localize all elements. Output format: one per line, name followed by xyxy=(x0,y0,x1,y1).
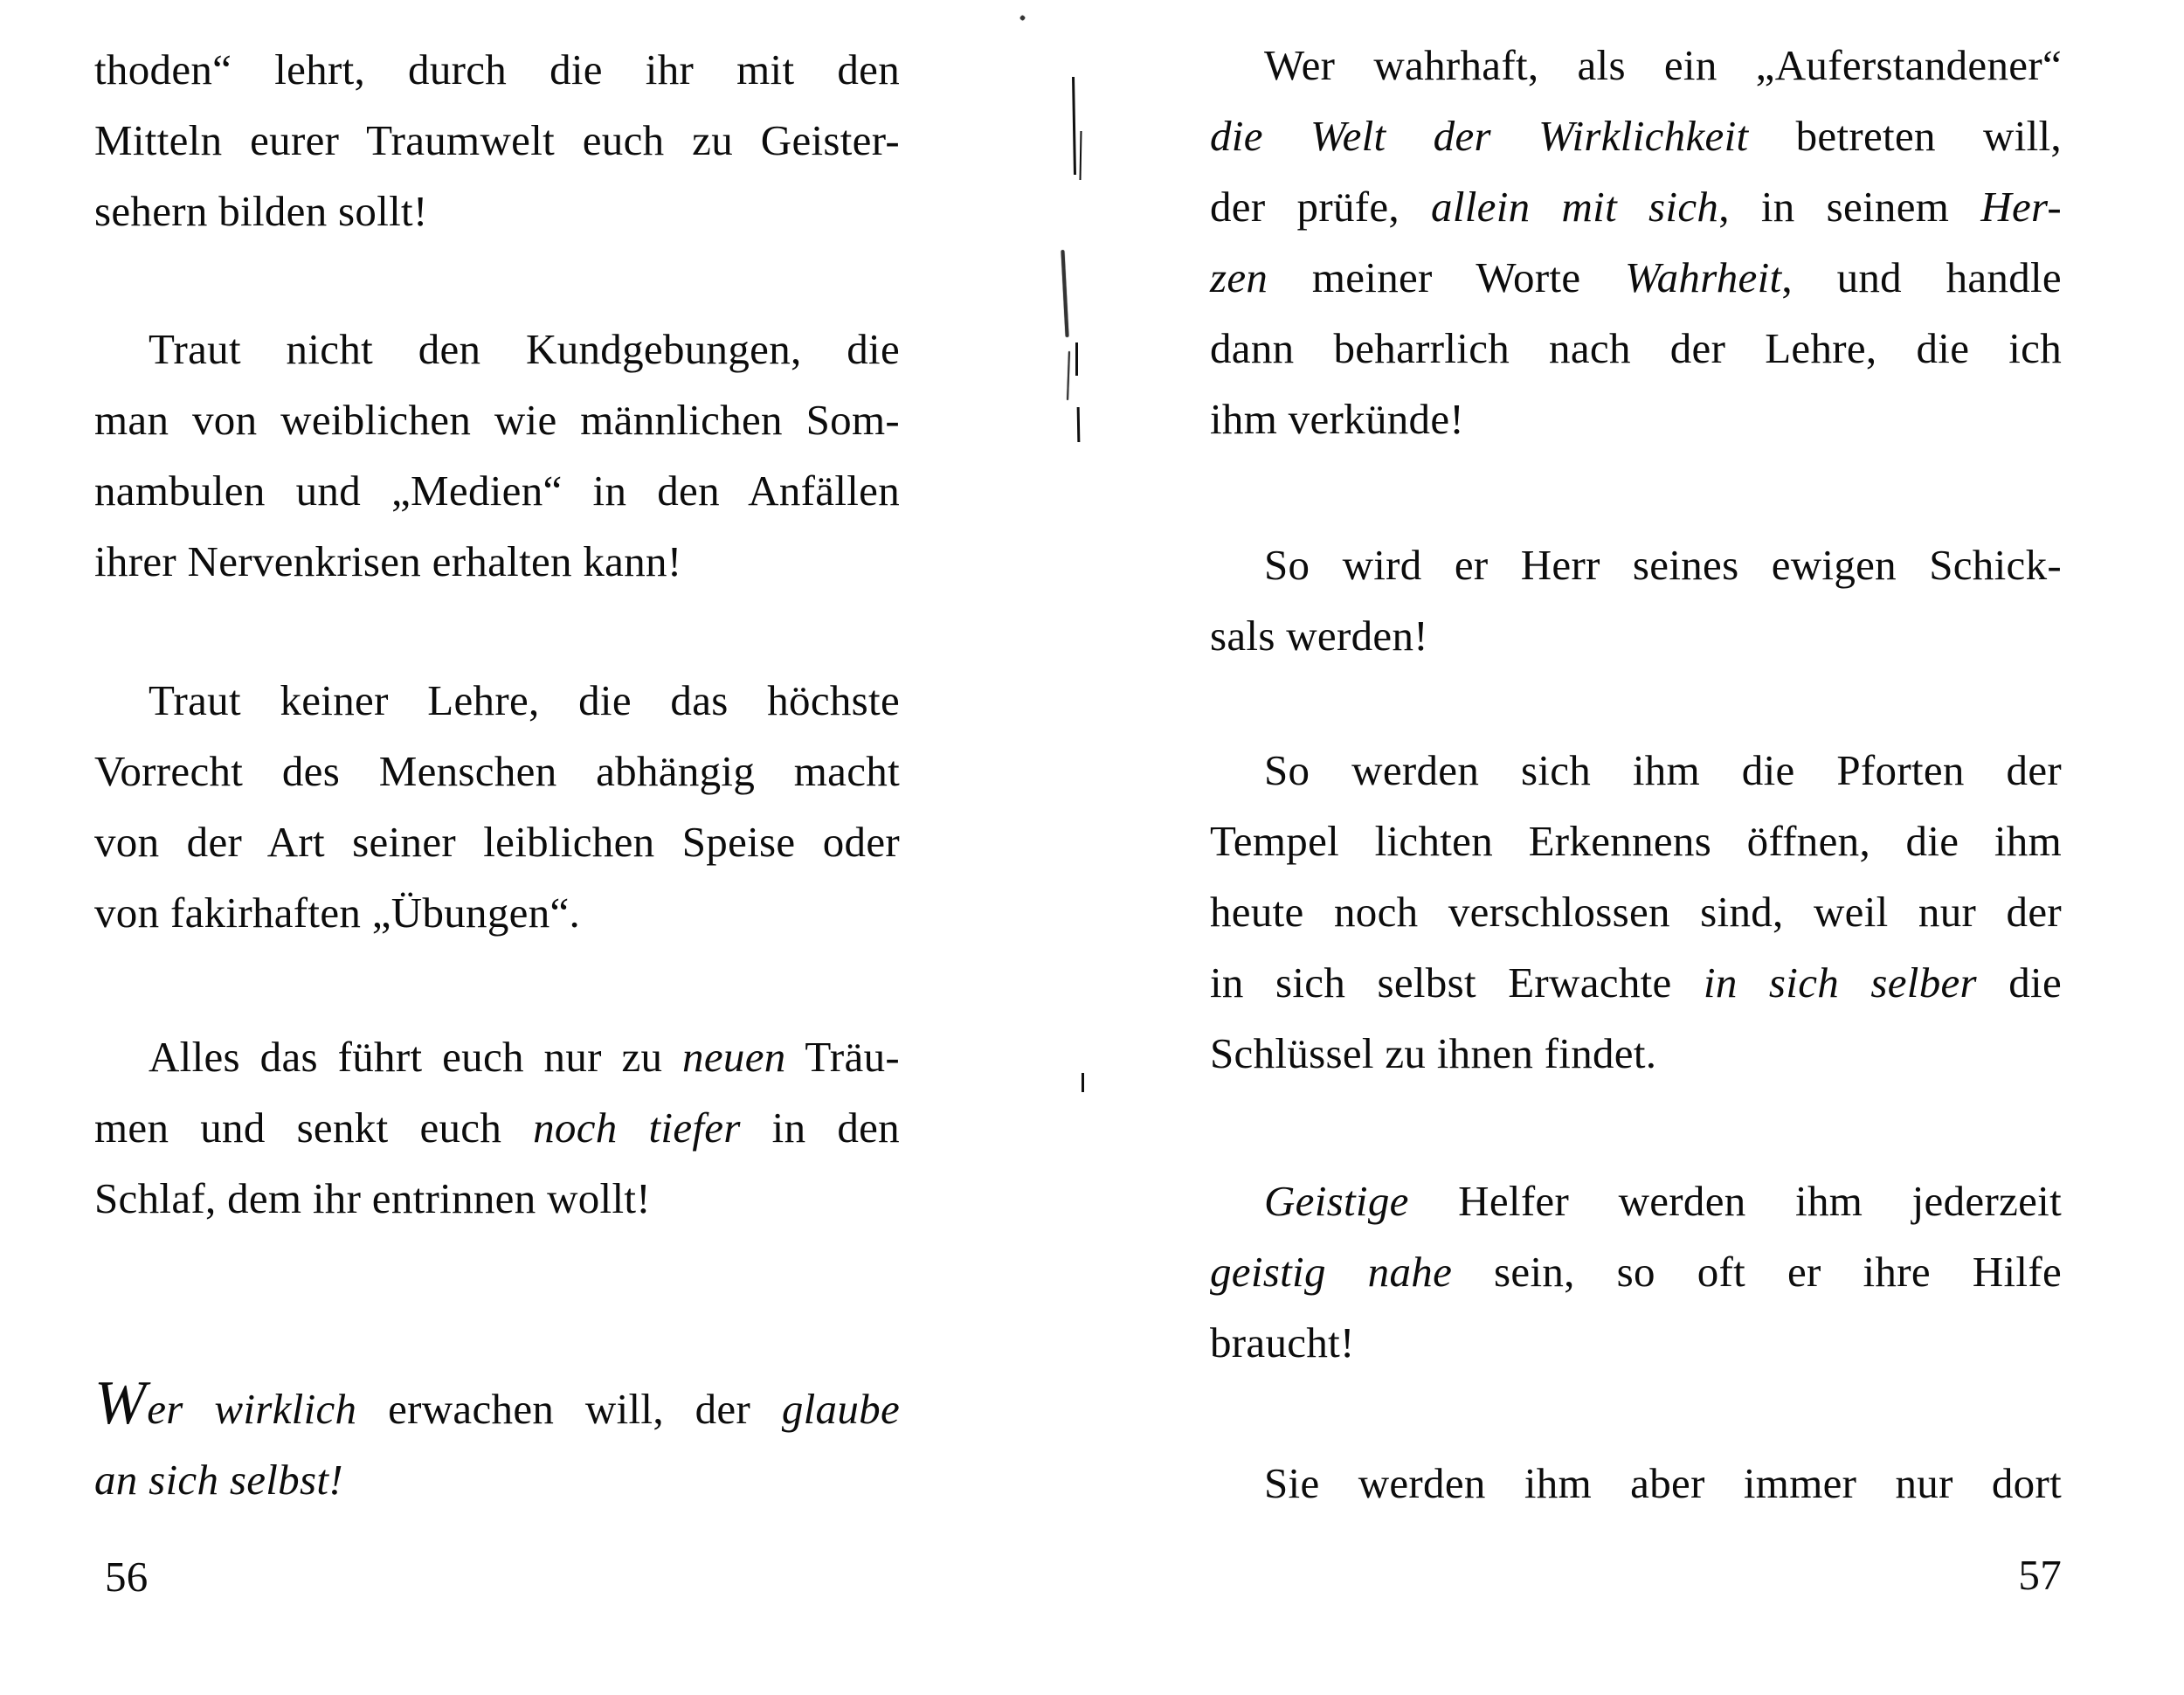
paragraph xyxy=(94,665,900,948)
text-segment: allein mit sich xyxy=(1431,183,1719,231)
text-segment: braucht! xyxy=(1210,1318,1355,1366)
text-segment: Träu- xyxy=(785,1033,900,1081)
text-segment: ihrer Nervenkrisen erhalten kann! xyxy=(94,537,682,585)
text-segment: ihm verkünde! xyxy=(1210,395,1465,443)
text-line xyxy=(1210,313,2062,384)
text-line xyxy=(94,1444,900,1515)
text-segment: Schlaf, dem ihr entrinnen wollt! xyxy=(94,1174,651,1222)
paragraph xyxy=(94,1021,900,1234)
text-line xyxy=(1210,529,2062,600)
text-segment: man von weiblichen wie männlichen Som- xyxy=(94,396,900,444)
text-line xyxy=(94,1163,900,1234)
text-segment: heute noch verschlossen sind, weil nur der xyxy=(1210,888,2062,936)
scan-artifact-mark xyxy=(1080,131,1082,180)
text-segment: in sich selbst Erwachte xyxy=(1210,958,1704,1007)
scan-artifact-mark xyxy=(1072,77,1076,175)
scan-artifact-mark xyxy=(1077,407,1081,442)
text-segment: Geistige xyxy=(1264,1177,1409,1225)
paragraph xyxy=(1210,735,2062,1089)
text-line xyxy=(1210,1448,2062,1519)
text-line xyxy=(94,176,900,246)
text-line xyxy=(94,1092,900,1163)
text-segment: Sie werden ihm aber immer nur dort xyxy=(1264,1459,2062,1507)
text-line xyxy=(94,34,900,105)
drop-initial: W xyxy=(94,1369,148,1437)
page-57-column xyxy=(1210,0,2062,1695)
text-line xyxy=(1210,242,2062,313)
text-segment: sals werden! xyxy=(1210,612,1428,660)
paragraph xyxy=(94,1369,900,1515)
text-line xyxy=(1210,1018,2062,1089)
text-segment: erwachen will, der xyxy=(356,1385,782,1433)
text-segment: er wirklich xyxy=(147,1385,357,1433)
text-line xyxy=(94,105,900,176)
text-line xyxy=(1210,1166,2062,1236)
text-line xyxy=(1210,100,2062,171)
text-line xyxy=(94,1021,900,1092)
text-line xyxy=(1210,947,2062,1018)
text-segment: Traut keiner Lehre, die das höchste xyxy=(149,676,900,724)
text-segment: men und senkt euch xyxy=(94,1103,534,1152)
text-line xyxy=(1210,1236,2062,1307)
text-line xyxy=(94,384,900,455)
text-line xyxy=(1210,30,2062,100)
text-line xyxy=(1210,600,2062,671)
text-segment: sehern bilden sollt! xyxy=(94,187,428,235)
text-segment: dann beharrlich nach der Lehre, die ich xyxy=(1210,324,2062,372)
text-line xyxy=(1210,735,2062,806)
text-segment: Helfer werden ihm jederzeit xyxy=(1408,1177,2062,1225)
text-segment: sein, so oft er ihre Hilfe xyxy=(1452,1248,2062,1296)
text-line xyxy=(94,455,900,526)
text-line xyxy=(94,736,900,806)
text-segment: Alles das führt euch nur zu xyxy=(149,1033,683,1081)
text-line xyxy=(1210,171,2062,242)
paragraph xyxy=(1210,529,2062,671)
text-line xyxy=(94,526,900,597)
text-segment: an sich selbst! xyxy=(94,1456,343,1504)
text-line xyxy=(1210,384,2062,454)
text-segment: geistig nahe xyxy=(1210,1248,1453,1296)
text-segment: Her- xyxy=(1980,183,2063,231)
text-segment: der prüfe, xyxy=(1210,183,1432,231)
text-segment: zen xyxy=(1210,253,1268,301)
text-segment: von fakirhaften „Übungen“. xyxy=(94,889,581,937)
text-segment: thoden“ lehrt, durch die ihr mit den xyxy=(94,45,900,93)
text-segment: noch tiefer xyxy=(533,1103,741,1152)
text-line xyxy=(1210,876,2062,947)
text-segment: meiner Worte xyxy=(1268,253,1626,301)
paragraph xyxy=(1210,1448,2062,1519)
text-segment: von der Art seiner leiblichen Speise oder xyxy=(94,818,900,866)
text-segment: Mitteln eurer Traumwelt euch zu Geister- xyxy=(94,116,900,164)
text-segment: Schlüssel zu ihnen findet. xyxy=(1210,1029,1657,1077)
text-line xyxy=(94,877,900,948)
paragraph xyxy=(94,314,900,597)
text-segment: , und handle xyxy=(1781,253,2062,301)
text-segment: in den xyxy=(740,1103,900,1152)
text-line xyxy=(1210,1307,2062,1378)
scan-artifact-mark xyxy=(1061,250,1068,337)
text-segment: glaube xyxy=(781,1385,900,1433)
text-segment: neuen xyxy=(682,1033,786,1081)
text-segment: die Welt der Wirklichkeit xyxy=(1210,112,1749,160)
page-number-56: 56 xyxy=(105,1553,149,1601)
text-segment: in sich selber xyxy=(1703,958,1977,1007)
page-number-57: 57 xyxy=(2018,1551,2062,1599)
scan-artifact-mark xyxy=(1019,15,1026,21)
text-line xyxy=(94,665,900,736)
text-segment: Wahrheit xyxy=(1625,253,1782,301)
scan-artifact-mark xyxy=(1075,342,1078,376)
text-segment: Vorrecht des Menschen abhängig macht xyxy=(94,747,900,795)
paragraph xyxy=(1210,1166,2062,1378)
text-segment: Traut nicht den Kundgebungen, die xyxy=(149,325,900,373)
text-segment: Wer wahrhaft, als ein „Auferstandener“ xyxy=(1264,41,2062,89)
text-line xyxy=(94,1369,900,1444)
scan-artifact-mark xyxy=(1067,351,1070,400)
text-segment: betreten will, xyxy=(1748,112,2062,160)
text-segment: So werden sich ihm die Pforten der xyxy=(1264,746,2062,794)
text-segment: nambulen und „Medien“ in den Anfällen xyxy=(94,467,900,515)
text-segment: , in seinem xyxy=(1718,183,1981,231)
text-segment: Tempel lichten Erkennens öffnen, die ihm xyxy=(1210,817,2062,865)
page-56-column xyxy=(94,0,900,1695)
paragraph xyxy=(94,34,900,246)
text-line xyxy=(94,314,900,384)
paragraph xyxy=(1210,30,2062,454)
text-segment: die xyxy=(1976,958,2062,1007)
text-line xyxy=(94,806,900,877)
text-segment: So wird er Herr seines ewigen Schick- xyxy=(1264,541,2062,589)
scan-artifact-mark xyxy=(1082,1073,1084,1092)
text-line xyxy=(1210,806,2062,876)
